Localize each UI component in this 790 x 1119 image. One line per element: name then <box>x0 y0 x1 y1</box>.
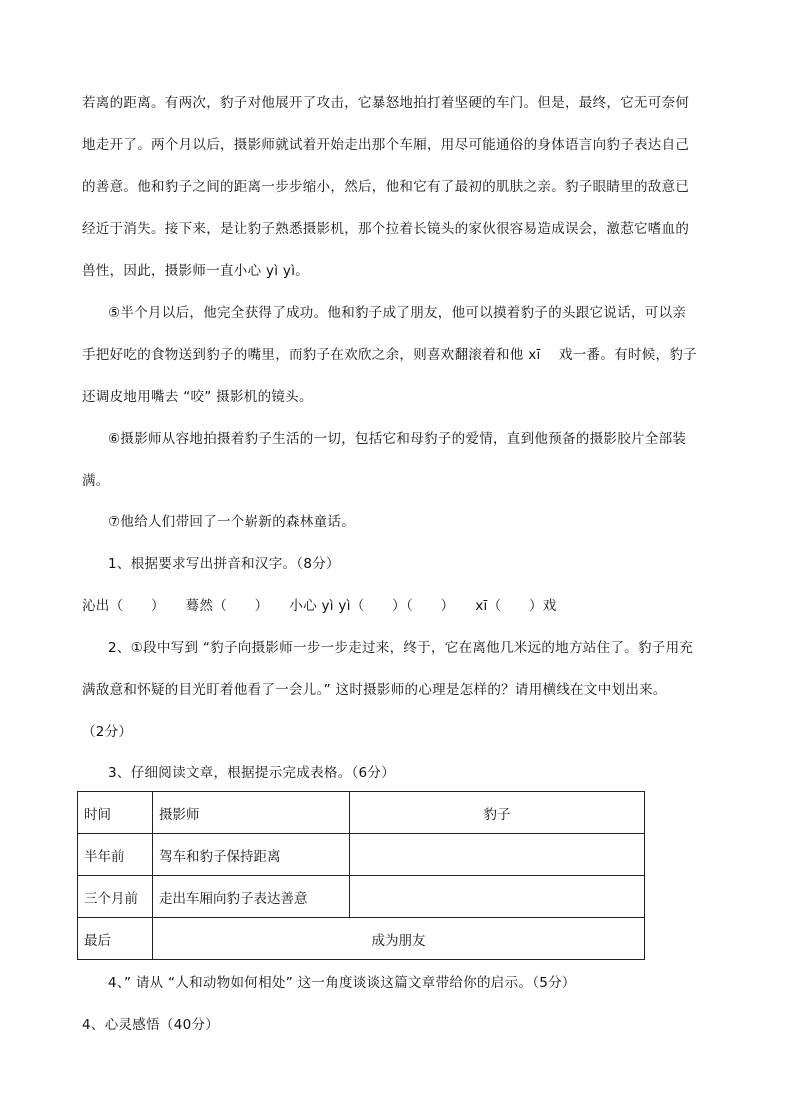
question-2-line: 满敌意和怀疑的目光盯着他看了一会儿。” 这时摄影师的心理是怎样的？请用横线在文中划出来。 <box>82 682 667 698</box>
paragraph-line: 经近于消失。接下来，是让豹子熟悉摄影机，那个拉着长镜头的家伙很容易造成误会，激惹它嗜血的 <box>82 221 690 237</box>
header-photographer: 摄影师 <box>153 792 350 834</box>
question-1: 1、根据要求写出拼音和汉字。（8分） <box>108 556 340 572</box>
cell-leopard-blank[interactable] <box>350 876 645 918</box>
paragraph-line: ⑤半个月以后，他完全获得了成功。他和豹子成了朋友，他可以摸着豹子的头跟它说话，可以亲 <box>108 305 687 321</box>
paragraph-line: 满。 <box>82 473 110 489</box>
table-row <box>78 918 645 960</box>
header-leopard: 豹子 <box>350 792 645 834</box>
cell-leopard-blank[interactable] <box>350 834 645 876</box>
header-time: 时间 <box>78 792 153 834</box>
paragraph-line: 的善意。他和豹子之间的距离一步步缩小，然后，他和它有了最初的肌肤之亲。豹子眼睛里的敌意已 <box>82 179 690 195</box>
question-3: 3、仔细阅读文章，根据提示完成表格。（6分） <box>108 765 396 781</box>
paragraph-line: 兽性，因此，摄影师一直小心 yì yì。 <box>82 263 310 279</box>
table-row <box>78 834 645 876</box>
answer-table <box>77 791 645 960</box>
cell-time: 最后 <box>78 918 153 960</box>
section-heading: 4、心灵感悟（40分） <box>82 1017 220 1033</box>
cell-time: 半年前 <box>78 834 153 876</box>
paragraph-line: 若离的距离。有两次，豹子对他展开了攻击，它暴怒地拍打着坚硬的车门。但是，最终，它无可奈何 <box>82 95 690 111</box>
paragraph-line: 还调皮地用嘴去 “咬” 摄影机的镜头。 <box>82 389 313 405</box>
paragraph-line: 地走开了。两个月以后，摄影师就试着开始走出那个车厢，用尽可能通俗的身体语言向豹子表达自己 <box>82 137 690 153</box>
paragraph-line: ⑥摄影师从容地拍摄着豹子生活的一切，包括它和母豹子的爱情，直到他预备的摄影胶片全部装 <box>108 431 687 447</box>
question-2-line: 2、①段中写到 “豹子向摄影师一步一步走过来，终于，它在离他几米远的地方站住了。豹子用充 <box>108 640 694 656</box>
cell-photographer: 走出车厢向豹子表达善意 <box>153 876 350 918</box>
question-2-points: （2分） <box>82 724 133 740</box>
paragraph-line: ⑦他给人们带回了一个崭新的森林童话。 <box>108 514 356 530</box>
cell-merged: 成为朋友 <box>153 918 645 960</box>
cell-photographer: 驾车和豹子保持距离 <box>153 834 350 876</box>
table-header-row <box>78 792 645 834</box>
cell-time: 三个月前 <box>78 876 153 918</box>
question-1-blanks: 沁出（ ） 蓦然（ ） 小心 yì yì（ ）（ ） xī（ ）戏 <box>82 598 557 614</box>
table-row <box>78 876 645 918</box>
question-4: 4、” 请从 “人和动物如何相处” 这一角度谈谈这篇文章带给你的启示。（5分） <box>108 975 576 991</box>
paragraph-line: 手把好吃的食物送到豹子的嘴里，而豹子在欢欣之余，则喜欢翻滚着和他 xī 戏一番。有时候，豹子 <box>82 347 697 363</box>
